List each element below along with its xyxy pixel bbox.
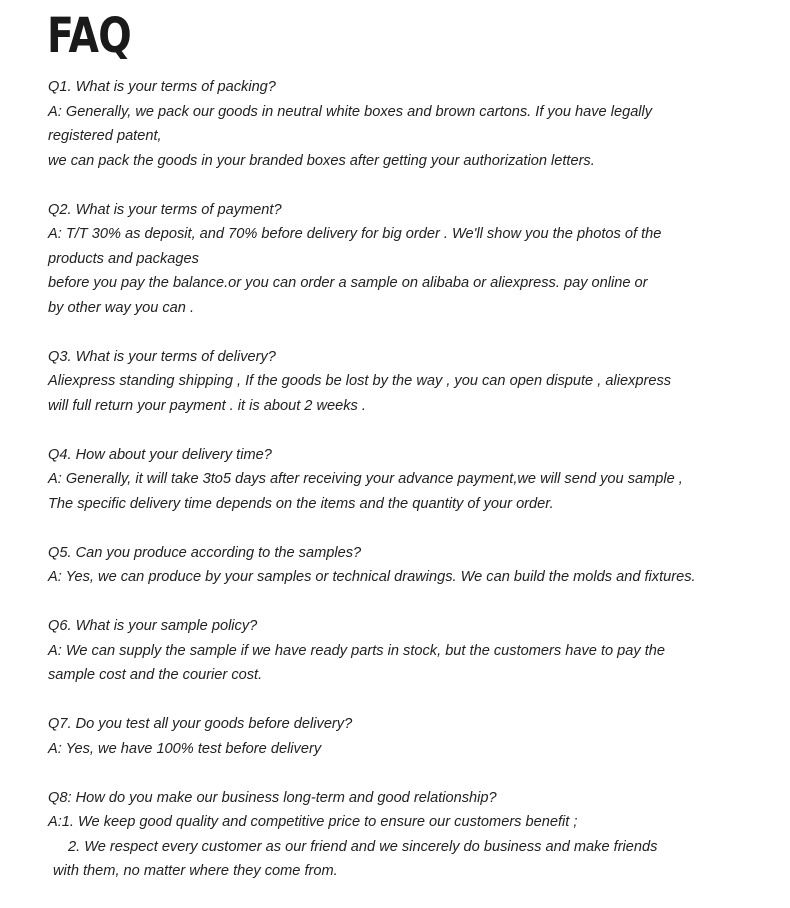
page-title: FAQ bbox=[47, 8, 131, 64]
faq-item bbox=[48, 75, 788, 173]
faq-question: Q6. What is your sample policy? bbox=[48, 618, 258, 634]
faq-answer-line: by other way you can . bbox=[48, 299, 195, 316]
faq-item bbox=[48, 786, 788, 884]
faq-answer-line: The specific delivery time depends on the items and the quantity of your order. bbox=[48, 495, 554, 512]
faq-answer-line: sample cost and the courier cost. bbox=[48, 667, 263, 683]
faq-item bbox=[48, 614, 788, 688]
faq-question: Q1. What is your terms of packing? bbox=[48, 79, 276, 95]
faq-question: Q4. How about your delivery time? bbox=[48, 446, 272, 463]
faq-answer-line: A: Yes, we have 100% test before delivery bbox=[48, 740, 322, 757]
faq-answer-line: A: We can supply the sample if we have ready parts in stock, but the customers have to pay the bbox=[48, 642, 666, 659]
faq-answer-line: will full return your payment . it is about 2 weeks . bbox=[48, 397, 366, 414]
faq-answer-line: before you pay the balance.or you can order a sample on alibaba or aliexpress. pay online or bbox=[48, 275, 648, 291]
faq-question: Q3. What is your terms of delivery? bbox=[48, 348, 276, 365]
faq-answer-line: registered patent, bbox=[48, 128, 162, 144]
faq-answer-line: A: T/T 30% as deposit, and 70% before delivery for big order . We'll show you the photos of the bbox=[48, 226, 662, 242]
faq-item bbox=[48, 541, 788, 590]
faq-item bbox=[48, 345, 788, 419]
faq-question: Q8: How do you make our business long-term and good relationship? bbox=[48, 789, 497, 806]
faq-answer-line: with them, no matter where they come from. bbox=[53, 863, 338, 879]
faq-question: Q7. Do you test all your goods before delivery? bbox=[48, 716, 353, 732]
faq-list bbox=[48, 75, 788, 908]
faq-item bbox=[48, 198, 788, 321]
faq-answer-line: A:1. We keep good quality and competitive price to ensure our customers benefit ; bbox=[48, 814, 578, 830]
faq-answer-line: A: Yes, we can produce by your samples or technical drawings. We can build the molds and fixtures. bbox=[48, 569, 696, 585]
faq-answer-line: products and packages bbox=[48, 250, 199, 267]
faq-answer-line: we can pack the goods in your branded boxes after getting your authorization letters. bbox=[48, 152, 595, 169]
faq-answer-line: 2. We respect every customer as our friend and we sincerely do business and make friends bbox=[68, 838, 658, 855]
faq-answer-line: A: Generally, we pack our goods in neutral white boxes and brown cartons. If you have legally bbox=[48, 103, 653, 120]
faq-question: Q5. Can you produce according to the samples? bbox=[48, 544, 362, 561]
faq-question: Q2. What is your terms of payment? bbox=[48, 201, 282, 218]
faq-item bbox=[48, 443, 788, 517]
faq-item bbox=[48, 712, 788, 761]
faq-answer-line: Aliexpress standing shipping , If the goods be lost by the way , you can open dispute , aliexpress bbox=[48, 373, 672, 389]
faq-answer-line: A: Generally, it will take 3to5 days after receiving your advance payment,we will send you sample , bbox=[48, 471, 683, 487]
